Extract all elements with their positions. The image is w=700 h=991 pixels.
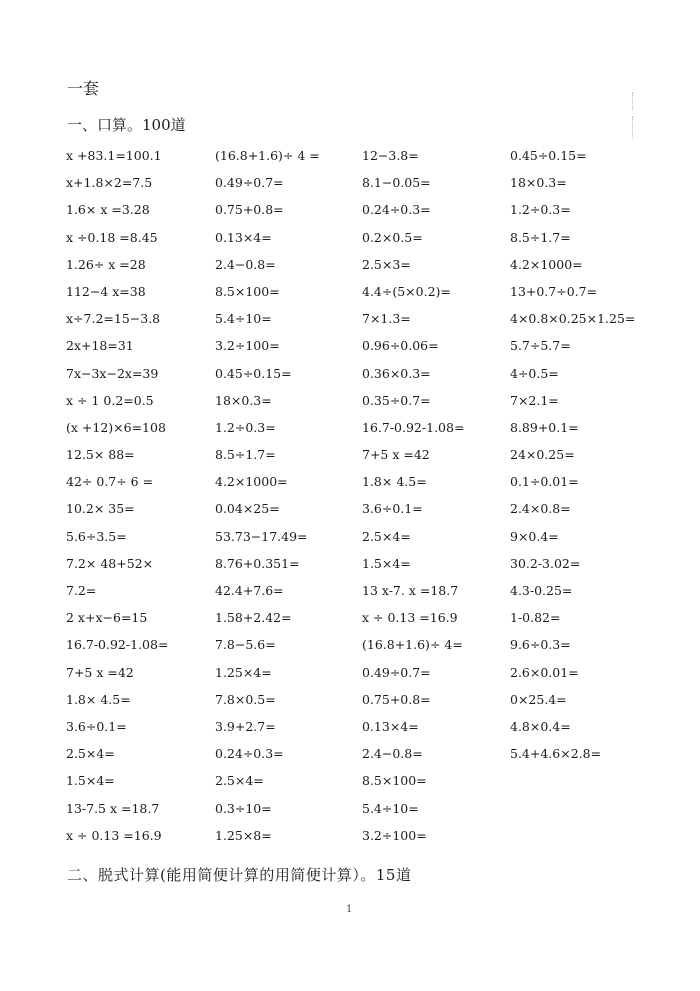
problem-item: 4.4÷(5×0.2)=: [362, 283, 451, 299]
problem-item: 13 x-7. x =18.7: [362, 583, 459, 598]
problem-item: 0.2×0.5=: [362, 229, 423, 245]
problem-item: x ÷ 0.13 =16.9: [66, 827, 162, 843]
problem-item: 4×0.8×0.25×1.25=: [510, 311, 636, 327]
problem-item: 0.04×25=: [215, 501, 280, 517]
problem-item: 18×0.3=: [510, 175, 567, 191]
problem-item: 8.5×100=: [215, 283, 280, 299]
problem-item: 16.7-0.92-1.08=: [66, 637, 169, 653]
problem-item: 112−4 x=38: [66, 283, 146, 299]
problem-item: 0.49÷0.7=: [362, 664, 431, 680]
problem-item: 0.35÷0.7=: [362, 392, 431, 408]
problem-item: 4.2×1000=: [215, 474, 288, 490]
problem-column-3: [362, 147, 507, 854]
problem-item: 9×0.4=: [510, 528, 559, 544]
problem-item: 8.76+0.351=: [215, 555, 300, 571]
problem-item: 2.5×4=: [215, 773, 264, 789]
problem-item: 1.6× x =3.28: [66, 202, 150, 218]
problem-item: 4.2×1000=: [510, 256, 583, 272]
problem-item: 1.8× 4.5=: [362, 474, 427, 490]
problem-item: 5.4+4.6×2.8=: [510, 746, 602, 762]
problem-item: (16.8+1.6)÷ 4 =: [215, 148, 320, 163]
problem-item: 0.96÷0.06=: [362, 338, 439, 354]
problem-item: 4÷0.5=: [510, 365, 559, 381]
problem-item: 8.89+0.1=: [510, 419, 579, 435]
problem-item: 1.5×4=: [362, 555, 411, 571]
problem-item: 3.9+2.7=: [215, 718, 276, 734]
problem-item: 9.6÷0.3=: [510, 637, 571, 653]
problem-item: 7×1.3=: [362, 311, 411, 327]
problem-column-1: [66, 147, 211, 854]
problem-item: 0.1÷0.01=: [510, 474, 579, 490]
problem-item: 0.75+0.8=: [362, 691, 431, 707]
problem-item: 0.75+0.8=: [215, 202, 284, 218]
problem-item: 12.5× 88=: [66, 447, 135, 463]
problem-item: 12−3.8=: [362, 148, 419, 163]
problem-item: 7+5 x =42: [66, 664, 134, 680]
problem-item: x÷7.2=15−3.8: [66, 311, 161, 327]
problem-item: 0.45÷0.15=: [510, 148, 587, 163]
problem-item: x ÷ 1 0.2=0.5: [66, 392, 154, 408]
problem-item: 8.5×100=: [362, 773, 427, 789]
problem-column-4: [510, 147, 655, 772]
problem-item: 1.58+2.42=: [215, 610, 292, 626]
problem-item: 4.3-0.25=: [510, 583, 573, 598]
problem-item: 3.2÷100=: [362, 827, 427, 843]
problem-item: 1.2÷0.3=: [215, 419, 276, 435]
problem-item: 1.8× 4.5=: [66, 691, 131, 707]
problem-item: 5.7÷5.7=: [510, 338, 571, 354]
problem-item: 18×0.3=: [215, 392, 272, 408]
problem-item: 42÷ 0.7÷ 6 =: [66, 474, 154, 490]
problem-item: x+1.8×2=7.5: [66, 175, 153, 191]
problem-item: 1.2÷0.3=: [510, 202, 571, 218]
problem-item: 2.6×0.01=: [510, 664, 579, 680]
problem-item: 2.5×4=: [66, 746, 115, 762]
problem-item: 8.1−0.05=: [362, 175, 431, 191]
problem-item: 53.73−17.49=: [215, 528, 308, 544]
set-title: 一套: [67, 79, 100, 98]
page-number: 1: [346, 904, 353, 915]
problem-item: 0.13×4=: [362, 718, 419, 734]
problem-item: 7x−3x−2x=39: [66, 365, 159, 381]
problem-item: 7.2=: [66, 583, 97, 598]
problem-item: x +83.1=100.1: [66, 148, 162, 163]
problem-item: 5.4÷10=: [362, 800, 419, 816]
problem-item: 2.4−0.8=: [215, 256, 276, 272]
problem-item: 42.4+7.6=: [215, 583, 284, 598]
problem-item: 3.6÷0.1=: [66, 718, 127, 734]
problem-item: (16.8+1.6)÷ 4=: [362, 637, 463, 653]
problem-item: 10.2× 35=: [66, 501, 135, 517]
problem-item: 1.25×4=: [215, 664, 272, 680]
margin-dots: [632, 116, 635, 138]
problem-item: 7.2× 48+52×: [66, 555, 154, 571]
problem-item: 7.8−5.6=: [215, 637, 276, 653]
problem-item: 3.2÷100=: [215, 338, 280, 354]
problem-item: 0.24÷0.3=: [362, 202, 431, 218]
problem-item: 2x+18=31: [66, 338, 134, 354]
problem-item: 8.5÷1.7=: [510, 229, 571, 245]
problem-item: x ÷ 0.13 =16.9: [362, 610, 458, 626]
problem-item: 0.13×4=: [215, 229, 272, 245]
problem-item: 1-0.82=: [510, 610, 561, 626]
problem-item: 0.45÷0.15=: [215, 365, 292, 381]
problem-item: 2 x+x−6=15: [66, 610, 148, 626]
problem-item: 0.49÷0.7=: [215, 175, 284, 191]
problem-column-2: [215, 147, 360, 854]
problem-item: 2.4×0.8=: [510, 501, 571, 517]
problem-item: 8.5÷1.7=: [215, 447, 276, 463]
problem-item: 0.36×0.3=: [362, 365, 431, 381]
problem-item: (x +12)×6=108: [66, 419, 166, 435]
problem-item: 0.24÷0.3=: [215, 746, 284, 762]
problem-item: 16.7-0.92-1.08=: [362, 419, 465, 435]
problem-item: 3.6÷0.1=: [362, 501, 423, 517]
problem-item: x ÷0.18 =8.45: [66, 229, 158, 245]
problem-item: 13-7.5 x =18.7: [66, 800, 160, 816]
problem-item: 24×0.25=: [510, 447, 575, 463]
problem-item: 2.5×4=: [362, 528, 411, 544]
problem-item: 7×2.1=: [510, 392, 559, 408]
problem-item: 1.25×8=: [215, 827, 272, 843]
problem-item: 30.2-3.02=: [510, 555, 581, 571]
problem-item: 7.8×0.5=: [215, 691, 276, 707]
problem-item: 1.5×4=: [66, 773, 115, 789]
problem-item: 7+5 x =42: [362, 447, 430, 463]
problem-item: 2.4−0.8=: [362, 746, 423, 762]
problem-item: 4.8×0.4=: [510, 718, 571, 734]
margin-dots: [632, 92, 635, 110]
problem-item: 2.5×3=: [362, 256, 411, 272]
section-1-heading: 一、口算。100道: [67, 116, 186, 134]
problem-item: 5.6÷3.5=: [66, 528, 127, 544]
problem-item: 0.3÷10=: [215, 800, 272, 816]
problem-item: 13+0.7÷0.7=: [510, 283, 598, 299]
section-2-heading: 二、脱式计算(能用简便计算的用简便计算）。15道: [67, 866, 412, 884]
problem-item: 1.26÷ x =28: [66, 256, 146, 272]
problem-item: 5.4÷10=: [215, 311, 272, 327]
problem-item: 0×25.4=: [510, 691, 567, 707]
